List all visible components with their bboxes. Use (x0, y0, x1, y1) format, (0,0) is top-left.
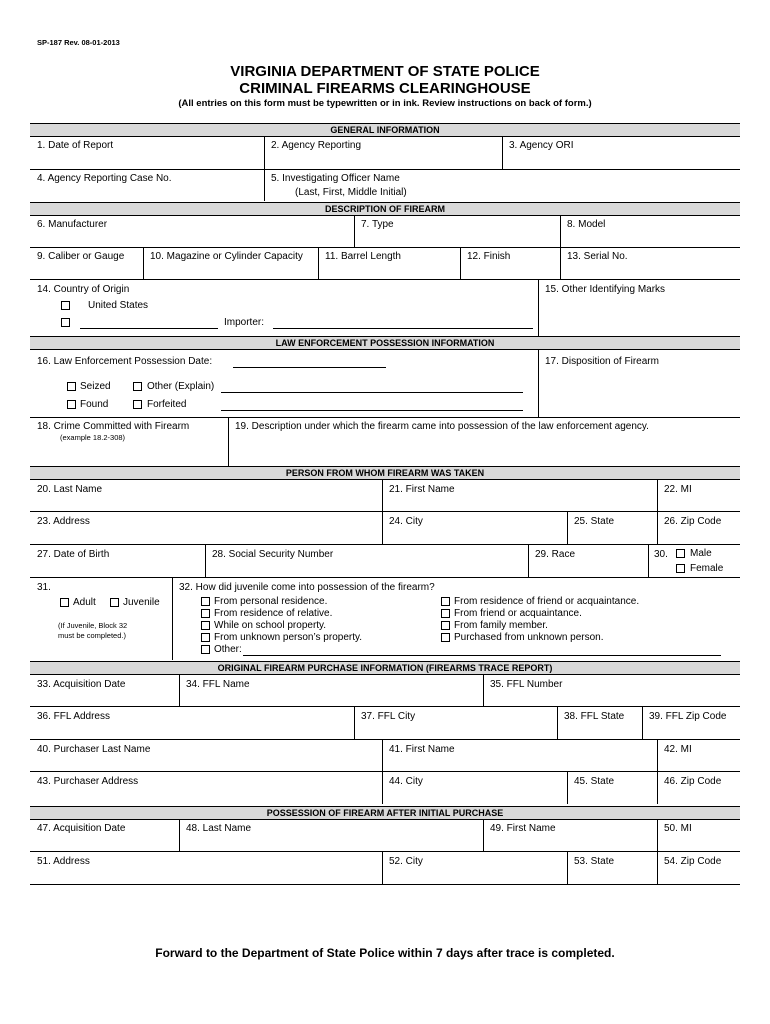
field-state[interactable]: 25. State (574, 516, 615, 527)
section-law-enforcement-possession: LAW ENFORCEMENT POSSESSION INFORMATION (30, 336, 740, 350)
field-agency-ori[interactable]: 3. Agency ORI (509, 140, 574, 151)
checkbox-other-explain[interactable] (133, 382, 142, 391)
label-purchased-unknown: Purchased from unknown person. (454, 632, 604, 643)
divider (528, 544, 529, 577)
checkbox-family-member[interactable] (441, 621, 450, 630)
crime-example: (example 18.2-308) (60, 433, 126, 442)
label-unknown-persons-property: From unknown person’s property. (214, 632, 363, 643)
field-model[interactable]: 8. Model (567, 219, 606, 230)
field-country-of-origin: 14. Country of Origin (37, 284, 130, 295)
divider (30, 771, 740, 772)
divider (30, 544, 740, 545)
importer-line[interactable] (273, 328, 533, 329)
field-later-address[interactable]: 51. Address (37, 856, 90, 867)
label-found: Found (80, 399, 109, 410)
label-importer: Importer: (224, 317, 265, 328)
divider (30, 169, 740, 170)
field-later-city[interactable]: 52. City (389, 856, 423, 867)
section-description-of-firearm: DESCRIPTION OF FIREARM (30, 202, 740, 216)
checkbox-friend[interactable] (441, 609, 450, 618)
label-personal-residence: From personal residence. (214, 596, 328, 607)
divider (30, 279, 740, 280)
checkbox-personal-residence[interactable] (201, 597, 210, 606)
divider (30, 511, 740, 512)
field-barrel-length[interactable]: 11. Barrel Length (325, 251, 401, 262)
label-residence-of-relative: From residence of relative. (214, 608, 333, 619)
possession-date-line[interactable] (233, 367, 386, 368)
divider (657, 511, 658, 544)
officer-name-format: (Last, First, Middle Initial) (295, 187, 407, 198)
divider (143, 247, 144, 279)
field-purchaser-city[interactable]: 44. City (389, 776, 423, 787)
field-later-mi[interactable]: 50. MI (664, 823, 692, 834)
field-purchaser-last-name[interactable]: 40. Purchaser Last Name (37, 744, 151, 755)
checkbox-forfeited[interactable] (133, 400, 142, 409)
divider (354, 706, 355, 739)
other-country-line[interactable] (80, 328, 218, 329)
checkbox-male[interactable] (676, 549, 685, 558)
field-later-zip[interactable]: 54. Zip Code (664, 856, 722, 867)
field-later-state[interactable]: 53. State (574, 856, 615, 867)
field-juvenile-possession: 32. How did juvenile come into possession of the firearm? (179, 582, 435, 593)
divider (179, 674, 180, 706)
checkbox-other[interactable] (201, 645, 210, 654)
field-later-last-name[interactable]: 48. Last Name (186, 823, 252, 834)
label-seized: Seized (80, 381, 111, 392)
checkbox-found[interactable] (67, 400, 76, 409)
divider (483, 674, 484, 706)
field-later-first-name[interactable]: 49. First Name (490, 823, 556, 834)
divider (30, 851, 740, 852)
divider (30, 247, 740, 248)
divider (382, 851, 383, 884)
field-possession-date: 16. Law Enforcement Possession Date: (37, 356, 213, 367)
label-school-property: While on school property. (214, 620, 327, 631)
field-address[interactable]: 23. Address (37, 516, 90, 527)
checkbox-unknown-persons-property[interactable] (201, 633, 210, 642)
section-possession-after-purchase: POSSESSION OF FIREARM AFTER INITIAL PURCHASE (30, 806, 740, 820)
field-acquisition-date[interactable]: 33. Acquisition Date (37, 679, 126, 690)
divider (483, 819, 484, 851)
field-purchaser-state[interactable]: 45. State (574, 776, 615, 787)
field-agency-reporting[interactable]: 2. Agency Reporting (271, 140, 362, 151)
checkbox-juvenile[interactable] (110, 598, 119, 607)
field-mi[interactable]: 22. MI (664, 484, 692, 495)
field-purchaser-zip[interactable]: 46. Zip Code (664, 776, 722, 787)
field-purchaser-first-name[interactable]: 41. First Name (389, 744, 455, 755)
divider (538, 349, 539, 417)
checkbox-other-country[interactable] (61, 318, 70, 327)
checkbox-adult[interactable] (60, 598, 69, 607)
label-other-explain: Other (Explain) (147, 381, 215, 392)
field-ffl-zip[interactable]: 39. FFL Zip Code (649, 711, 727, 722)
section-person-from-whom-taken: PERSON FROM WHOM FIREARM WAS TAKEN (30, 466, 740, 480)
other-explain-line-2[interactable] (221, 410, 523, 411)
field-date-of-birth[interactable]: 27. Date of Birth (37, 549, 110, 560)
divider (648, 544, 649, 577)
field-later-acquisition-date[interactable]: 47. Acquisition Date (37, 823, 126, 834)
field-serial-no[interactable]: 13. Serial No. (567, 251, 628, 262)
label-adult: Adult (73, 597, 96, 608)
divider (30, 577, 740, 578)
field-agency-case-no[interactable]: 4. Agency Reporting Case No. (37, 173, 172, 184)
label-friend: From friend or acquaintance. (454, 608, 582, 619)
field-sex: 30. (654, 549, 668, 560)
field-ssn[interactable]: 28. Social Security Number (212, 549, 334, 560)
juvenile-note-2: must be completed.) (58, 631, 126, 640)
field-manufacturer[interactable]: 6. Manufacturer (37, 219, 108, 230)
divider (30, 706, 740, 707)
field-date-of-report[interactable]: 1. Date of Report (37, 140, 114, 151)
divider (228, 417, 229, 466)
field-last-name[interactable]: 20. Last Name (37, 484, 103, 495)
field-finish[interactable]: 12. Finish (467, 251, 511, 262)
label-united-states: United States (88, 300, 149, 311)
footer-instruction: Forward to the Department of State Police within 7 days after trace is completed. (155, 946, 615, 960)
label-other: Other: (214, 644, 242, 655)
divider (205, 544, 206, 577)
unit-title: CRIMINAL FIREARMS CLEARINGHOUSE (239, 80, 531, 97)
field-type[interactable]: 7. Type (361, 219, 394, 230)
juvenile-note-1: (If Juvenile, Block 32 (58, 621, 128, 630)
label-female: Female (690, 563, 724, 574)
field-ffl-name[interactable]: 34. FFL Name (186, 679, 250, 690)
checkbox-seized[interactable] (67, 382, 76, 391)
other-line[interactable] (243, 655, 721, 656)
instructions: (All entries on this form must be typewritten or in ink. Review instructions on back of form.) (178, 98, 592, 109)
divider (567, 851, 568, 884)
divider (642, 706, 643, 739)
field-disposition[interactable]: 17. Disposition of Firearm (545, 356, 659, 367)
checkbox-united-states[interactable] (61, 301, 70, 310)
label-friend-residence: From residence of friend or acquaintance. (454, 596, 640, 607)
divider (354, 215, 355, 247)
field-city[interactable]: 24. City (389, 516, 423, 527)
divider (172, 577, 173, 660)
field-investigating-officer[interactable]: 5. Investigating Officer Name (271, 173, 400, 184)
divider (30, 884, 740, 885)
field-ffl-state[interactable]: 38. FFL State (564, 711, 625, 722)
divider (318, 247, 319, 279)
section-general-information: GENERAL INFORMATION (30, 123, 740, 137)
field-crime-committed[interactable]: 18. Crime Committed with Firearm (37, 421, 190, 432)
checkbox-residence-of-relative[interactable] (201, 609, 210, 618)
other-explain-line[interactable] (221, 392, 523, 393)
field-race[interactable]: 29. Race (535, 549, 576, 560)
divider (567, 511, 568, 544)
divider (30, 739, 740, 740)
divider (567, 771, 568, 804)
label-male: Male (690, 548, 712, 559)
checkbox-female[interactable] (676, 564, 685, 573)
divider (557, 706, 558, 739)
field-possession-description[interactable]: 19. Description under which the firearm came into possession of the law enforcement agency. (235, 421, 649, 432)
divider (460, 247, 461, 279)
field-zip-code[interactable]: 26. Zip Code (664, 516, 722, 527)
field-ffl-address[interactable]: 36. FFL Address (37, 711, 110, 722)
agency-title: VIRGINIA DEPARTMENT OF STATE POLICE (230, 63, 540, 80)
checkbox-purchased-unknown[interactable] (441, 633, 450, 642)
field-ffl-number[interactable]: 35. FFL Number (490, 679, 563, 690)
field-first-name[interactable]: 21. First Name (389, 484, 455, 495)
divider (30, 417, 740, 418)
field-ffl-city[interactable]: 37. FFL City (361, 711, 416, 722)
label-forfeited: Forfeited (147, 399, 187, 410)
field-caliber[interactable]: 9. Caliber or Gauge (37, 251, 125, 262)
label-family-member: From family member. (454, 620, 548, 631)
divider (538, 279, 539, 336)
field-purchaser-address[interactable]: 43. Purchaser Address (37, 776, 139, 787)
checkbox-school-property[interactable] (201, 621, 210, 630)
divider (502, 136, 503, 169)
field-other-marks[interactable]: 15. Other Identifying Marks (545, 284, 666, 295)
section-original-purchase: ORIGINAL FIREARM PURCHASE INFORMATION (FIREARMS TRACE REPORT) (30, 661, 740, 675)
divider (179, 819, 180, 851)
label-juvenile: Juvenile (123, 597, 160, 608)
field-age-group: 31. (37, 582, 51, 593)
checkbox-friend-residence[interactable] (441, 597, 450, 606)
field-magazine-capacity[interactable]: 10. Magazine or Cylinder Capacity (150, 251, 303, 262)
form-number: SP-187 Rev. 08-01-2013 (37, 38, 120, 47)
divider (657, 479, 658, 511)
field-purchaser-mi[interactable]: 42. MI (664, 744, 692, 755)
